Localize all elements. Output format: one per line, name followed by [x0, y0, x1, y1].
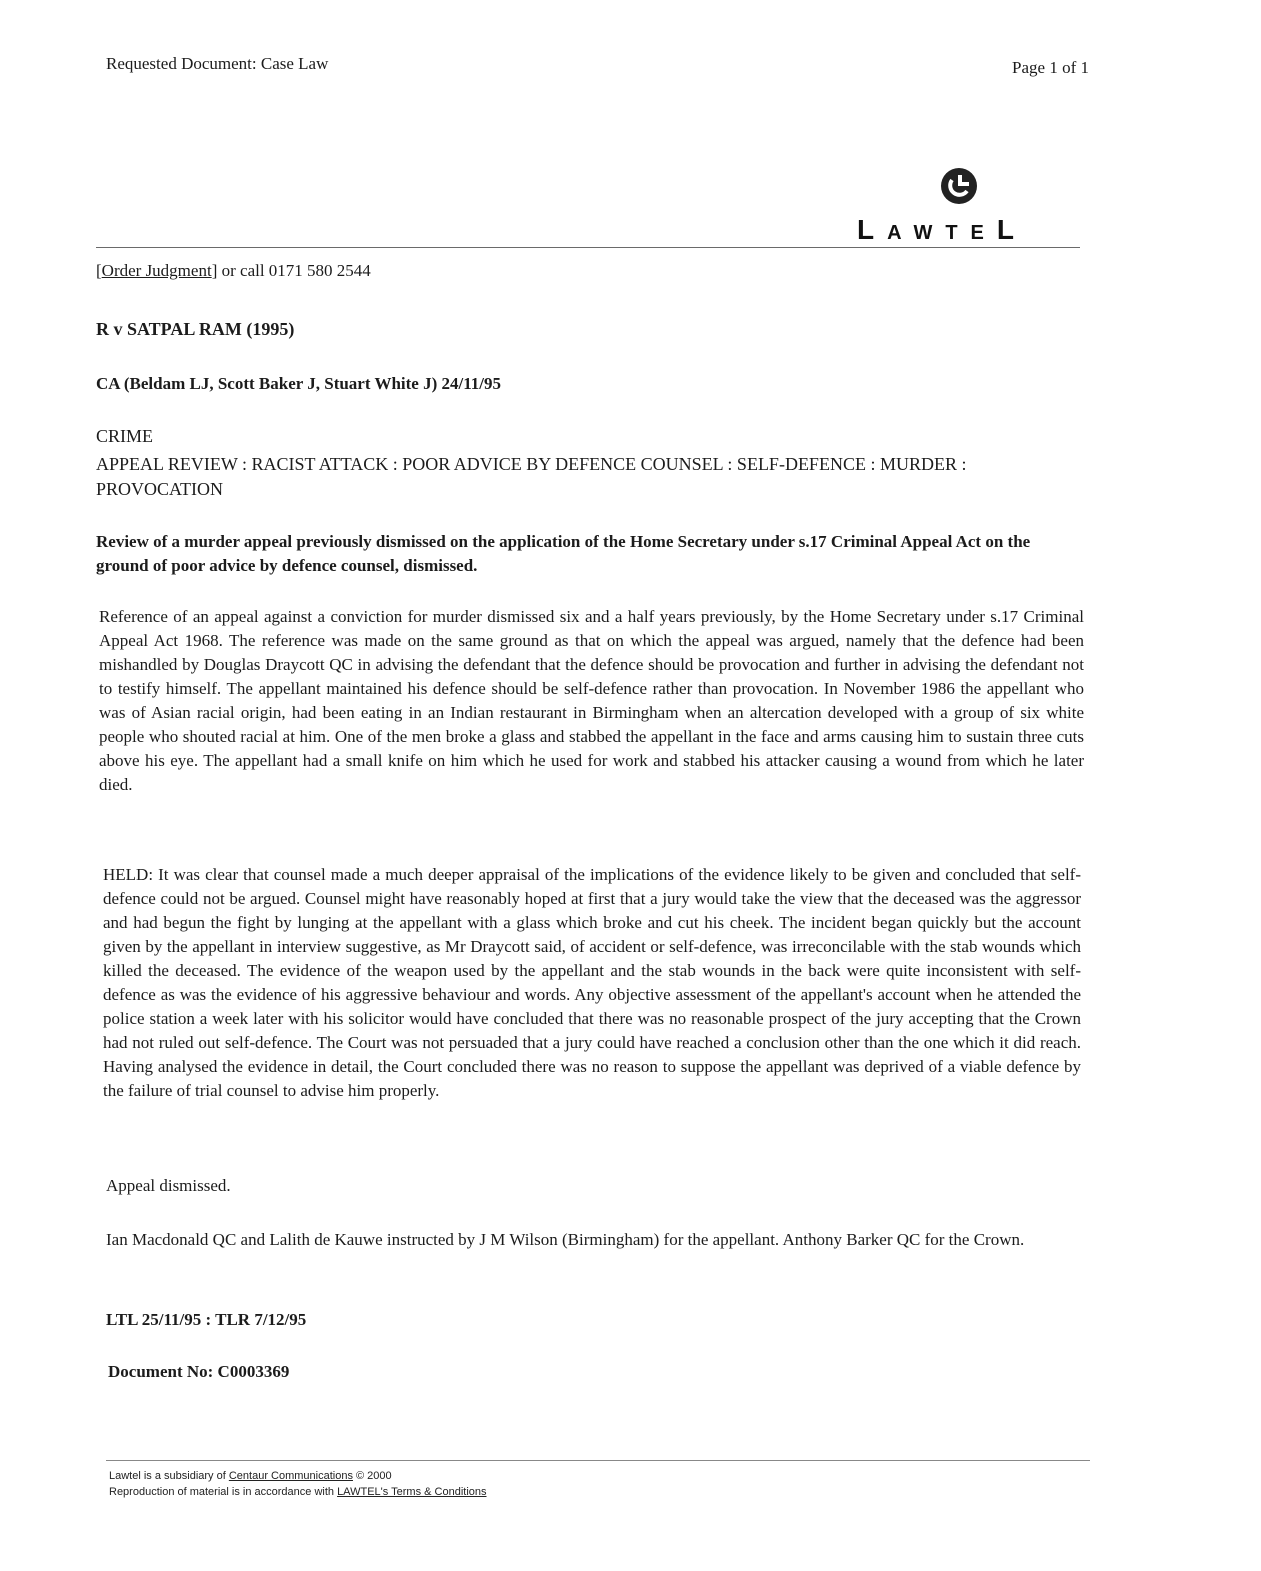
lawtel-wordmark: LAWTEL — [857, 214, 1027, 245]
header-divider — [96, 247, 1080, 248]
requested-document-label: Requested Document: Case Law — [106, 54, 329, 73]
footer-divider — [106, 1460, 1090, 1461]
case-title: R v SATPAL RAM (1995) — [96, 319, 295, 339]
footer-terms-line: Reproduction of material is in accordance with LAWTEL's Terms & Conditions — [109, 1486, 487, 1498]
case-summary: Review of a murder appeal previously dismissed on the application of the Home Secretary under s.17 Criminal Appeal Act on the ground of poor advice by defence counsel, dismissed. — [96, 532, 1031, 575]
facts-paragraph: Reference of an appeal against a conviction for murder dismissed six and a half years previously, by the Home Secretary under s.17 Criminal Appeal Act 1968. The reference was made on the same ground as that on which the appeal was argued, namely that the defence had been mishandled by Douglas Draycott QC in advising the defendant that the defence should be provocation and further in advising the defendant not to testify himself. The appellant maintained his defence should be self-defence rather than provocation. In November 1986 the appellant who was of Asian racial origin, had been eating in an Indian restaurant in Birmingham when an altercation developed with a group of six white people who shouted racial at him. One of the men broke a glass and stabbed the appellant in the face and arms causing him to sustain three cuts above his eye. The appellant had a small knife on him which he used for work and stabbed his attacker causing a wound from which he later died. — [99, 607, 1084, 794]
keywords: APPEAL REVIEW : RACIST ATTACK : POOR ADVICE BY DEFENCE COUNSEL : SELF-DEFENCE : MURDER : PROVOCATION — [96, 454, 967, 499]
subject-heading: CRIME — [96, 426, 154, 446]
citation: LTL 25/11/95 : TLR 7/12/95 — [106, 1310, 307, 1329]
counsel-paragraph: Ian Macdonald QC and Lalith de Kauwe instructed by J M Wilson (Birmingham) for the appellant. Anthony Barker QC for the Crown. — [106, 1230, 1025, 1249]
terms-link[interactable]: LAWTEL's Terms & Conditions — [337, 1486, 487, 1498]
lawtel-logo-icon — [939, 166, 979, 206]
held-paragraph: HELD: It was clear that counsel made a much deeper appraisal of the implications of the evidence likely to be given and concluded that self-defence could not be argued. Counsel might have reasonably hoped at first that a jury would take the view that the deceased was the aggressor and had begun the fight by lunging at the appellant with a glass which broke and cut his cheek. The incident began quickly but the account given by the appellant in interview suggestive, as Mr Draycott said, of accident or self-defence, was irreconcilable with the stab wounds which killed the deceased. The evidence of the weapon used by the appellant and the stab wounds in the back were quite inconsistent with self-defence as was the evidence of his aggressive behaviour and words. Any objective assessment of the appellant's account when he attended the police station a week later with his solicitor would have concluded that there was no reasonable prospect of the jury accepting that the Crown had not ruled out self-defence. The Court was not persuaded that a jury could have reached a conclusion other than the one which it did reach. Having analysed the evidence in detail, the Court concluded there was no reason to suppose the appellant was deprived of a viable defence by the failure of trial counsel to advise him properly. — [103, 865, 1081, 1100]
order-judgment-link[interactable]: Order Judgment — [101, 261, 212, 280]
page-number: Page 1 of 1 — [1012, 58, 1089, 77]
court-details: CA (Beldam LJ, Scott Baker J, Stuart White J) 24/11/95 — [96, 374, 502, 393]
document-number: Document No: C0003369 — [108, 1362, 290, 1381]
footer-subsidiary-line: Lawtel is a subsidiary of Centaur Communications © 2000 — [109, 1470, 392, 1482]
centaur-link[interactable]: Centaur Communications — [228, 1470, 353, 1482]
order-judgment-line: [Order Judgment] or call 0171 580 2544 — [96, 261, 371, 280]
outcome: Appeal dismissed. — [106, 1176, 231, 1195]
lawtel-logo — [857, 160, 1067, 245]
